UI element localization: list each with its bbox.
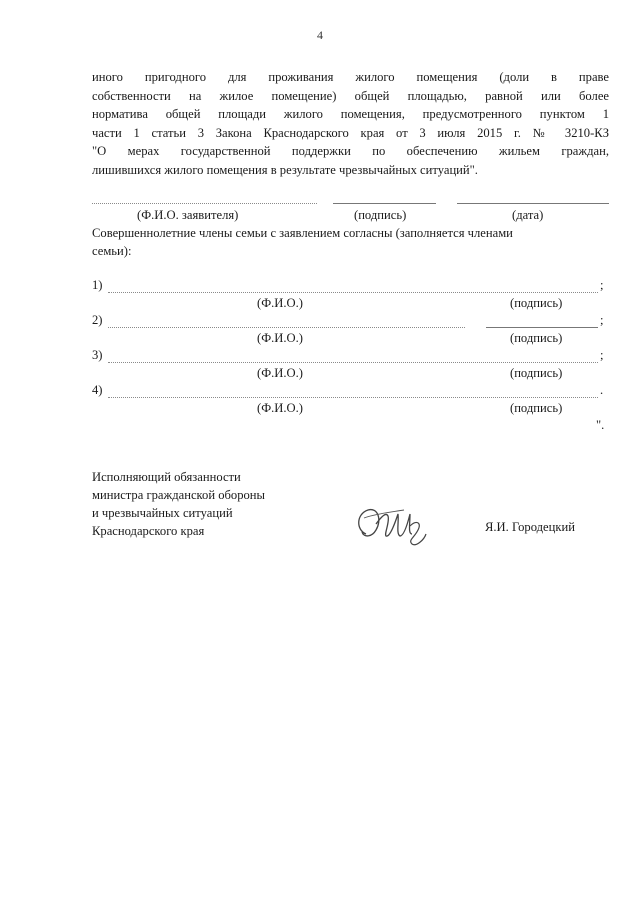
closing-quote: ".	[596, 418, 605, 432]
member-fio-line	[108, 292, 598, 293]
official-title-line: министра гражданской обороны	[92, 488, 266, 502]
member-line-end: .	[600, 383, 604, 397]
member-fio-line	[108, 327, 465, 328]
member-fio-label: (Ф.И.О.)	[257, 401, 303, 415]
official-title-line: Краснодарского края	[92, 524, 205, 538]
paragraph-line: "О мерах государственной поддержки по обеспечению жильем граждан,	[92, 144, 609, 158]
official-name: Я.И. Городецкий	[485, 520, 575, 534]
member-signature-label: (подпись)	[510, 366, 563, 380]
handwritten-signature	[352, 500, 436, 552]
family-consent-line-2: семьи):	[92, 244, 132, 258]
member-line-end: ;	[600, 278, 604, 292]
applicant-signature-line	[333, 203, 436, 204]
paragraph-line: собственности на жилое помещение) общей площадью, равной или более	[92, 88, 609, 103]
member-line-end: ;	[600, 348, 604, 362]
family-consent-line-1: Совершеннолетние члены семьи с заявлением согласны (заполняется членами	[92, 226, 513, 240]
member-fio-line	[108, 397, 598, 398]
paragraph-line: иного пригодного для проживания жилого помещения (доли в праве	[92, 70, 609, 84]
applicant-fio-line	[92, 203, 317, 204]
applicant-signature-label: (подпись)	[354, 208, 407, 222]
member-fio-label: (Ф.И.О.)	[257, 296, 303, 310]
official-title-line: и чрезвычайных ситуаций	[92, 506, 233, 520]
member-signature-label: (подпись)	[510, 401, 563, 415]
member-signature-label: (подпись)	[510, 331, 563, 345]
page-number: 4	[317, 28, 323, 42]
official-title-line: Исполняющий обязанности	[92, 470, 241, 484]
applicant-date-line	[457, 203, 609, 204]
member-fio-label: (Ф.И.О.)	[257, 366, 303, 380]
member-fio-line	[108, 362, 598, 363]
member-number: 3)	[92, 348, 103, 362]
paragraph-line: норматива общей площади жилого помещения, предусмотренного пунктом 1	[92, 107, 609, 121]
member-number: 4)	[92, 383, 103, 397]
member-number: 1)	[92, 278, 103, 292]
paragraph-line: лишившихся жилого помещения в результате чрезвычайных ситуаций".	[92, 162, 478, 177]
member-signature-line	[486, 327, 598, 328]
paragraph-line: части 1 статьи 3 Закона Краснодарского края от 3 июля 2015 г. № 3210-КЗ	[92, 125, 609, 140]
official-title	[92, 468, 265, 540]
applicant-fio-label: (Ф.И.О. заявителя)	[137, 208, 239, 222]
closing-paragraph	[92, 68, 609, 179]
member-line-end: ;	[600, 313, 604, 327]
member-fio-label: (Ф.И.О.)	[257, 331, 303, 345]
applicant-date-label: (дата)	[512, 208, 544, 222]
member-signature-label: (подпись)	[510, 296, 563, 310]
member-number: 2)	[92, 313, 103, 327]
